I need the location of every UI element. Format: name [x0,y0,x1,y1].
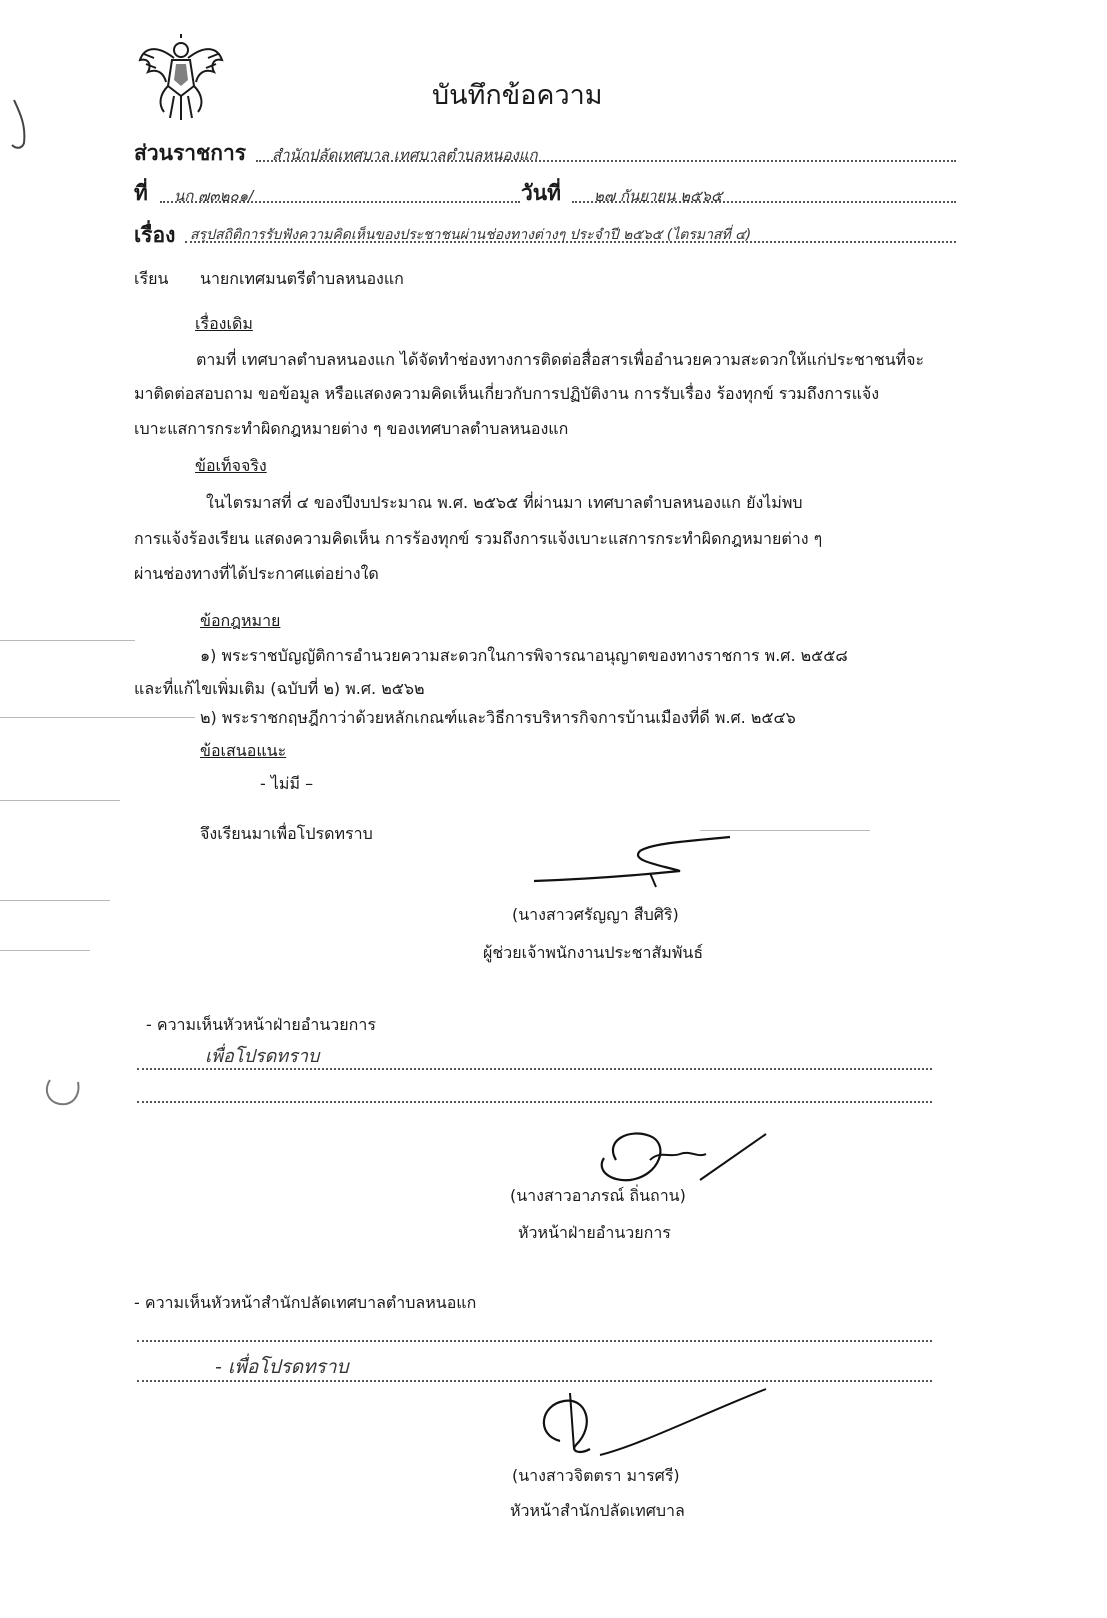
garuda-emblem-icon [136,34,226,122]
ref-label: ที่ [134,181,148,205]
law-line: และที่แก้ไขเพิ่มเติม (ฉบับที่ ๒) พ.ศ. ๒๕๖๒ [134,679,425,698]
law-line: ๒) พระราชกฤษฎีกาว่าด้วยหลักเกณฑ์และวิธีการบริหารกิจการบ้านเมืองที่ดี พ.ศ. ๒๕๔๖ [200,708,796,727]
date-label: วันที่ [521,181,561,205]
suggestion-value: - ไม่มี – [260,774,314,793]
signature-3 [530,1385,770,1470]
ref-value: นก ๗๓๒๐๑/ [174,187,254,205]
signature-1 [530,835,750,895]
scan-artifact [0,640,135,641]
margin-pen-mark [6,95,36,155]
scan-artifact [700,830,870,831]
opinion2-signer-name: (นางสาวจิตตรา มารศรี) [512,1466,680,1485]
opinion2-dotted-line [137,1340,932,1342]
opinion1-signer-name: (นางสาวอาภรณ์ ถิ่นถาน) [510,1186,686,1205]
date-value: ๒๗ กันยายน ๒๕๖๕ [594,187,723,205]
scan-artifact [0,800,120,801]
opinion1-label: - ความเห็นหัวหน้าฝ่ายอำนวยการ [146,1015,376,1034]
facts-heading: ข้อเท็จจริง [195,456,267,475]
opinion1-handwritten: เพื่อโปรดทราบ [205,1046,320,1067]
facts-line: การแจ้งร้องเรียน แสดงความคิดเห็น การร้องทุกข์ รวมถึงการแจ้งเบาะแสการกระทำผิดกฎหมายต่าง ๆ [134,529,823,548]
opinion2-handwritten: - เพื่อโปรดทราบ [215,1356,349,1378]
closing-text: จึงเรียนมาเพื่อโปรดทราบ [200,824,373,843]
agency-value: สำนักปลัดเทศบาล เทศบาลตำบลหนองแก [272,146,538,164]
scan-artifact [0,900,110,901]
subject-value: สรุปสถิติการรับฟังความคิดเห็นของประชาชนผ่านช่องทางต่างๆ ประจำปี ๒๕๖๕ (ไตรมาสที่ ๔) [190,227,752,243]
margin-pen-mark [40,1072,90,1112]
scan-artifact [0,950,90,951]
scan-artifact [0,717,195,718]
opinion1-signer-position: หัวหน้าฝ่ายอำนวยการ [518,1223,671,1242]
background-line: มาติดต่อสอบถาม ขอข้อมูล หรือแสดงความคิดเห็นเกี่ยวกับการปฏิบัติงาน การรับเรื่อง ร้องทุกข์ รวมถึงการแจ้ง [134,384,880,403]
opinion1-dotted-line [137,1101,932,1103]
background-heading: เรื่องเดิม [195,314,253,333]
signer1-name: (นางสาวศรัญญา สืบศิริ) [512,905,679,924]
to-label: เรียน [134,269,169,288]
facts-line: ในไตรมาสที่ ๔ ของปีงบประมาณ พ.ศ. ๒๕๖๕ ที่ผ่านมา เทศบาลตำบลหนองแก ยังไม่พบ [206,493,803,512]
law-line: ๑) พระราชบัญญัติการอำนวยความสะดวกในการพิจารณาอนุญาตของทางราชการ พ.ศ. ๒๕๕๘ [200,646,848,665]
law-heading: ข้อกฎหมาย [200,611,281,630]
opinion2-signer-position: หัวหน้าสำนักปลัดเทศบาล [510,1501,685,1520]
subject-label: เรื่อง [134,223,176,247]
agency-label: ส่วนราชการ [134,141,247,165]
page-title: บันทึกข้อความ [432,80,603,111]
background-line: เบาะแสการกระทำผิดกฎหมายต่าง ๆ ของเทศบาลตำบลหนองแก [134,419,569,438]
suggestion-heading: ข้อเสนอแนะ [200,741,287,760]
facts-line: ผ่านช่องทางที่ได้ประกาศแต่อย่างใด [134,564,379,583]
background-line: ตามที่ เทศบาลตำบลหนองแก ได้จัดทำช่องทางการติดต่อสื่อสารเพื่ออำนวยความสะดวกให้แก่ประชาชนที่จะ [196,350,925,369]
opinion2-label: - ความเห็นหัวหน้าสำนักปลัดเทศบาลตำบลหนอแก [134,1293,477,1312]
signer1-position: ผู้ช่วยเจ้าพนักงานประชาสัมพันธ์ [483,943,704,962]
to-value: นายกเทศมนตรีตำบลหนองแก [200,269,404,288]
